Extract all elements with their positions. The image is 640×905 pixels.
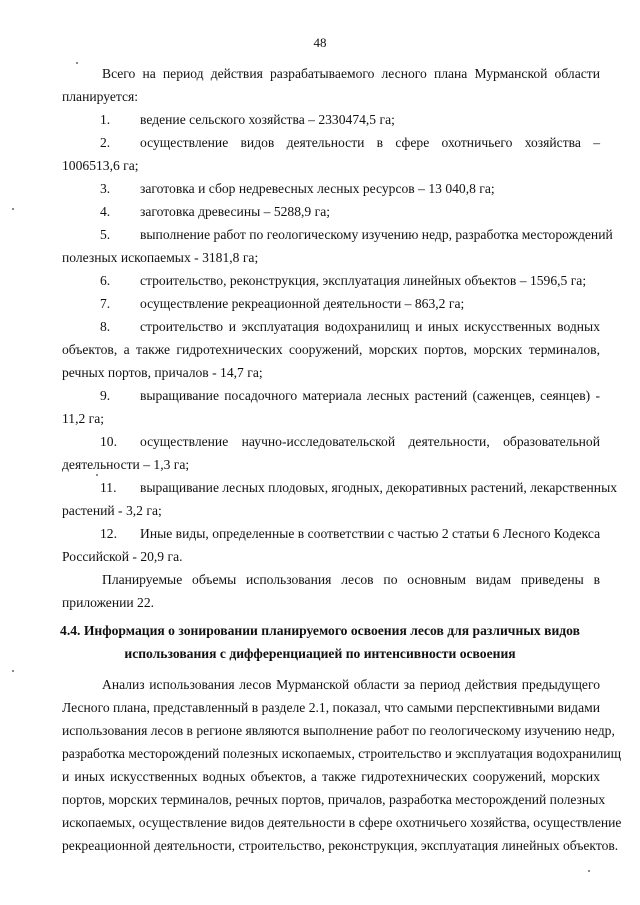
list-item-text: деятельности – 1,3 га; — [62, 457, 190, 472]
list-item-number: 4. — [100, 204, 111, 219]
paragraph-line: ископаемых, осуществление видов деятельности в сфере охотничьего хозяйства, осуществление — [62, 815, 622, 830]
scan-speck — [12, 208, 14, 210]
list-item-text: речных портов, причалов - 14,7 га; — [62, 365, 263, 380]
list-item-text: заготовка древесины – 5288,9 га; — [140, 204, 331, 219]
list-item-text: ведение сельского хозяйства – 2330474,5 га; — [140, 112, 395, 127]
list-item-text: осуществление научно-исследовательской деятельности, образовательной — [140, 434, 600, 449]
scan-speck — [12, 670, 14, 672]
list-item-text: строительство, реконструкция, эксплуатация линейных объектов – 1596,5 га; — [140, 273, 587, 288]
paragraph-line: приложении 22. — [62, 595, 155, 610]
list-item-text: заготовка и сбор недревесных лесных ресурсов – 13 040,8 га; — [140, 181, 495, 196]
section-heading: 4.4. Информация о зонировании планируемого освоения лесов для различных видов — [60, 623, 580, 638]
list-item-text: выращивание лесных плодовых, ягодных, декоративных растений, лекарственных — [140, 480, 618, 495]
list-item-text: Иные виды, определенные в соответствии с частью 2 статьи 6 Лесного Кодекса — [140, 526, 601, 541]
list-item-text: полезных ископаемых - 3181,8 га; — [62, 250, 259, 265]
list-item-text: выполнение работ по геологическому изучению недр, разработка месторождений — [140, 227, 613, 242]
list-item-number: 2. — [100, 135, 111, 150]
list-item-number: 8. — [100, 319, 111, 334]
list-item-text: осуществление видов деятельности в сфере охотничьего хозяйства – — [140, 135, 600, 150]
list-item-number: 11. — [100, 480, 117, 495]
page-number: 48 — [313, 35, 327, 50]
paragraph-line: разработка месторождений полезных ископаемых, строительство и эксплуатация водохранилищ — [62, 746, 622, 761]
list-item-text: выращивание посадочного материала лесных растений (саженцев, сеянцев) - — [140, 388, 600, 403]
paragraph-line: Планируемые объемы использования лесов по основным видам приведены в — [102, 572, 600, 587]
list-item-text: объектов, а также гидротехнических сооружений, морских портов, морских терминалов, — [62, 342, 600, 357]
intro-line: планируется: — [62, 89, 139, 104]
scan-speck — [96, 474, 98, 476]
list-item-text: строительство и эксплуатация водохранилищ и иных искусственных водных — [140, 319, 600, 334]
paragraph-line: рекреационной деятельности, строительство, реконструкция, эксплуатация линейных объектов. — [62, 838, 619, 853]
scan-speck — [588, 870, 590, 872]
scan-speck — [76, 62, 78, 64]
list-item-number: 7. — [100, 296, 111, 311]
list-item-number: 12. — [100, 526, 117, 541]
list-item-number: 5. — [100, 227, 111, 242]
paragraph-line: использования лесов в регионе являются выполнение работ по геологическому изучению недр, — [62, 723, 615, 738]
list-item-number: 1. — [100, 112, 111, 127]
list-item-number: 6. — [100, 273, 111, 288]
list-item-number: 9. — [100, 388, 111, 403]
paragraph-line: портов, морских терминалов, речных портов, причалов, разработка месторождений полезных — [62, 792, 606, 807]
list-item-text: растений - 3,2 га; — [62, 503, 162, 518]
list-item-text: осуществление рекреационной деятельности – 863,2 га; — [140, 296, 465, 311]
list-item-text: 1006513,6 га; — [62, 158, 139, 173]
list-item-number: 10. — [100, 434, 117, 449]
intro-line: Всего на период действия разрабатываемого лесного плана Мурманской области — [102, 66, 600, 81]
list-item-text: 11,2 га; — [62, 411, 105, 426]
paragraph-line: и иных искусственных водных объектов, а также гидротехнических сооружений, морских — [62, 769, 600, 784]
paragraph-line: Лесного плана, представленный в разделе 2.1, показал, что самыми перспективными видами — [62, 700, 600, 715]
section-heading: использования с дифференциацией по интенсивности освоения — [124, 646, 516, 661]
list-item-number: 3. — [100, 181, 111, 196]
paragraph-line: Анализ использования лесов Мурманской области за период действия предыдущего — [102, 677, 600, 692]
list-item-text: Российской - 20,9 га. — [62, 549, 183, 564]
